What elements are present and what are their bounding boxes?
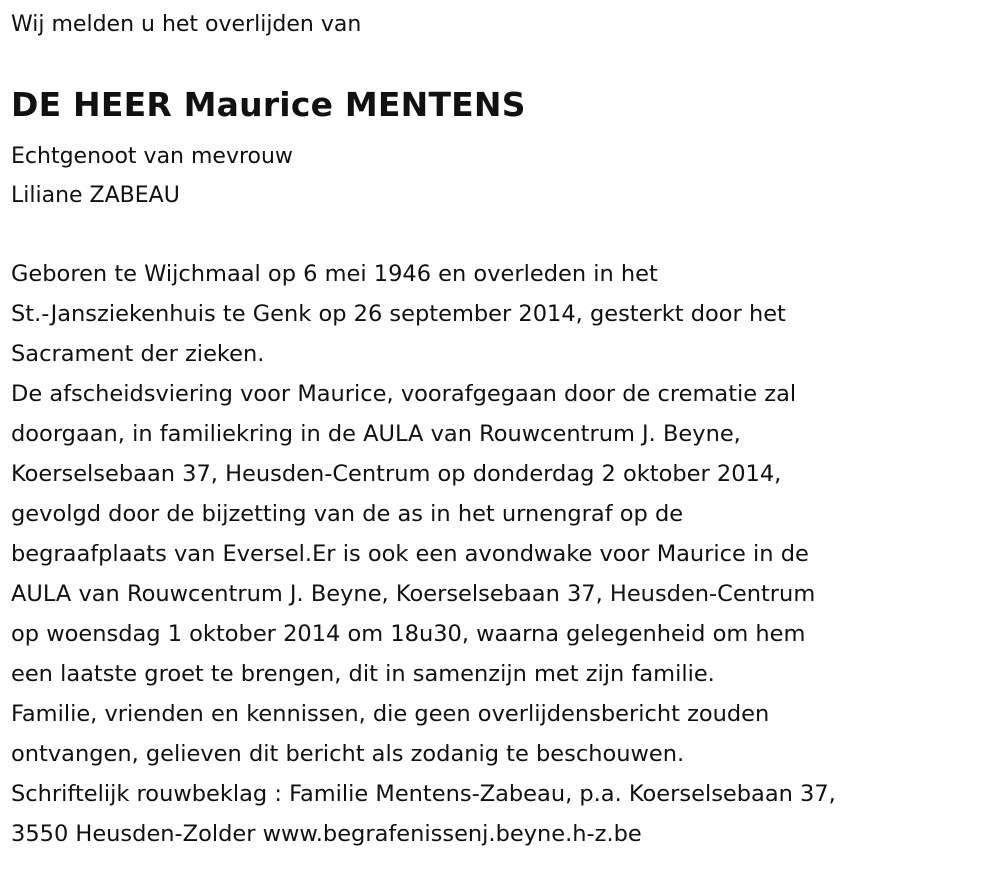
- notice-body: [11, 254, 836, 854]
- body-line: Familie, vrienden en kennissen, die geen overlijdensbericht zouden: [11, 701, 770, 727]
- intro-text: Wij melden u het overlijden van: [11, 12, 362, 37]
- body-line: doorgaan, in familiekring in de AULA van Rouwcentrum J. Beyne,: [11, 421, 741, 447]
- body-line: 3550 Heusden-Zolder www.begrafenissenj.beyne.h-z.be: [11, 821, 642, 847]
- body-line: AULA van Rouwcentrum J. Beyne, Koerselsebaan 37, Heusden-Centrum: [11, 581, 816, 607]
- body-line: Schriftelijk rouwbeklag : Familie Mentens-Zabeau, p.a. Koerselsebaan 37,: [11, 781, 836, 807]
- deceased-name: DE HEER Maurice MENTENS: [11, 85, 526, 124]
- body-line: begraafplaats van Eversel.Er is ook een avondwake voor Maurice in de: [11, 541, 809, 567]
- body-line: een laatste groet te brengen, dit in samenzijn met zijn familie.: [11, 661, 715, 687]
- spouse-line: Echtgenoot van mevrouw: [11, 144, 293, 169]
- body-line: ontvangen, gelieven dit bericht als zodanig te beschouwen.: [11, 741, 685, 767]
- body-line: gevolgd door de bijzetting van de as in het urnengraf op de: [11, 501, 684, 527]
- body-line: Geboren te Wijchmaal op 6 mei 1946 en overleden in het: [11, 261, 658, 287]
- body-line: Koerselsebaan 37, Heusden-Centrum op donderdag 2 oktober 2014,: [11, 461, 782, 487]
- body-line: op woensdag 1 oktober 2014 om 18u30, waarna gelegenheid om hem: [11, 621, 806, 647]
- body-line: St.-Jansziekenhuis te Genk op 26 september 2014, gesterkt door het: [11, 301, 786, 327]
- spouse-block: [11, 137, 293, 215]
- body-line: De afscheidsviering voor Maurice, voorafgegaan door de crematie zal: [11, 381, 797, 407]
- spouse-line: Liliane ZABEAU: [11, 183, 180, 208]
- body-line: Sacrament der zieken.: [11, 341, 265, 367]
